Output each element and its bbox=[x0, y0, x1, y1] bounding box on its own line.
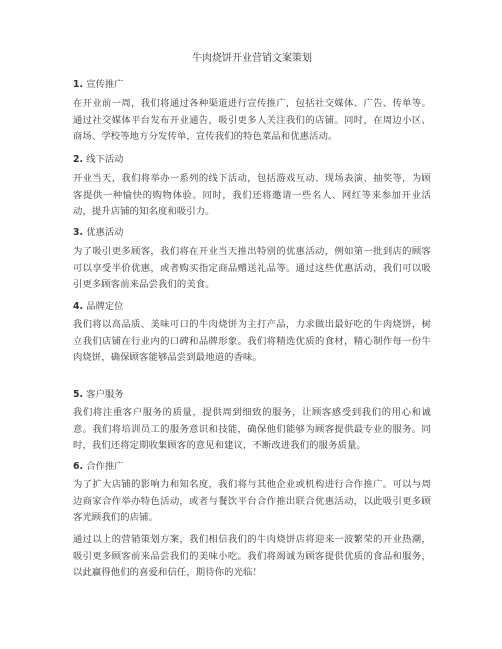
document-title: 牛肉烧饼开业营销文案策划 bbox=[192, 53, 312, 64]
section-body-1: 在开业前一周，我们将通过各种渠道进行宣传推广，包括社交媒体、广告、传单等。通过社交媒体平台发布开业通告，吸引更多人关注我们的店铺。同时，在周边小区、商场、学校等地方分发传单，宣传我们的特色菜品和优惠活动。 bbox=[73, 98, 431, 142]
section-body-3: 为了吸引更多顾客，我们将在开业当天推出特别的优惠活动，例如第一批到店的顾客可以享受半价优惠，或者购买指定商品赠送礼品等。通过这些优惠活动，我们可以吸引更多顾客前来品尝我们的美食。 bbox=[73, 246, 431, 290]
section-heading-4 bbox=[73, 300, 431, 313]
section-heading-5 bbox=[73, 388, 431, 401]
section-number: 1. bbox=[73, 79, 84, 90]
section-heading-6 bbox=[73, 460, 431, 473]
conclusion-paragraph: 通过以上的营销策划方案，我们相信我们的牛肉烧饼店将迎来一波繁荣的开业热潮，吸引更多顾客前来品尝我们的美味小吃。我们将竭诚为顾客提供优质的食品和服务，以此赢得他们的喜爱和信任，期待你的光临！ bbox=[73, 534, 431, 578]
section-heading-1 bbox=[73, 78, 431, 91]
section-number: 2. bbox=[73, 154, 84, 165]
section-title: 宣传推广 bbox=[86, 79, 124, 90]
section-number: 6. bbox=[73, 461, 84, 472]
section-title: 线下活动 bbox=[86, 154, 124, 165]
section-body-2: 开业当天，我们将举办一系列的线下活动，包括游戏互动、现场表演、抽奖等，为顾客提供一种愉快的购物体验。同时，我们还将邀请一些名人、网红等来参加开业活动，提升店铺的知名度和吸引力。 bbox=[73, 173, 431, 217]
section-number: 4. bbox=[73, 301, 84, 312]
section-title: 优惠活动 bbox=[86, 227, 124, 238]
section-body-6: 为了扩大店铺的影响力和知名度，我们将与其他企业或机构进行合作推广。可以与周边商家合作举办特色活动，或者与餐饮平台合作推出联合优惠活动，以此吸引更多顾客光顾我们的店铺。 bbox=[73, 479, 431, 523]
section-heading-2 bbox=[73, 153, 431, 166]
section-title: 客户服务 bbox=[86, 389, 124, 400]
section-body-4: 我们将以高品质、美味可口的牛肉烧饼为主打产品，力求做出最好吃的牛肉烧饼，树立我们店铺在行业内的口碑和品牌形象。我们将精选优质的食材，精心制作每一份牛肉烧饼，确保顾客能够品尝到最地道的香味。 bbox=[73, 319, 431, 363]
section-number: 3. bbox=[73, 227, 84, 238]
section-body-5: 我们将注重客户服务的质量，提供周到细致的服务，让顾客感受到我们的用心和诚意。我们将培训员工的服务意识和技能，确保他们能够为顾客提供最专业的服务。同时，我们还将定期收集顾客的意见和建议，不断改进我们的服务质量。 bbox=[73, 407, 431, 451]
section-number: 5. bbox=[73, 389, 84, 400]
section-title: 合作推广 bbox=[86, 461, 124, 472]
section-heading-3 bbox=[73, 226, 431, 239]
section-title: 品牌定位 bbox=[86, 301, 124, 312]
